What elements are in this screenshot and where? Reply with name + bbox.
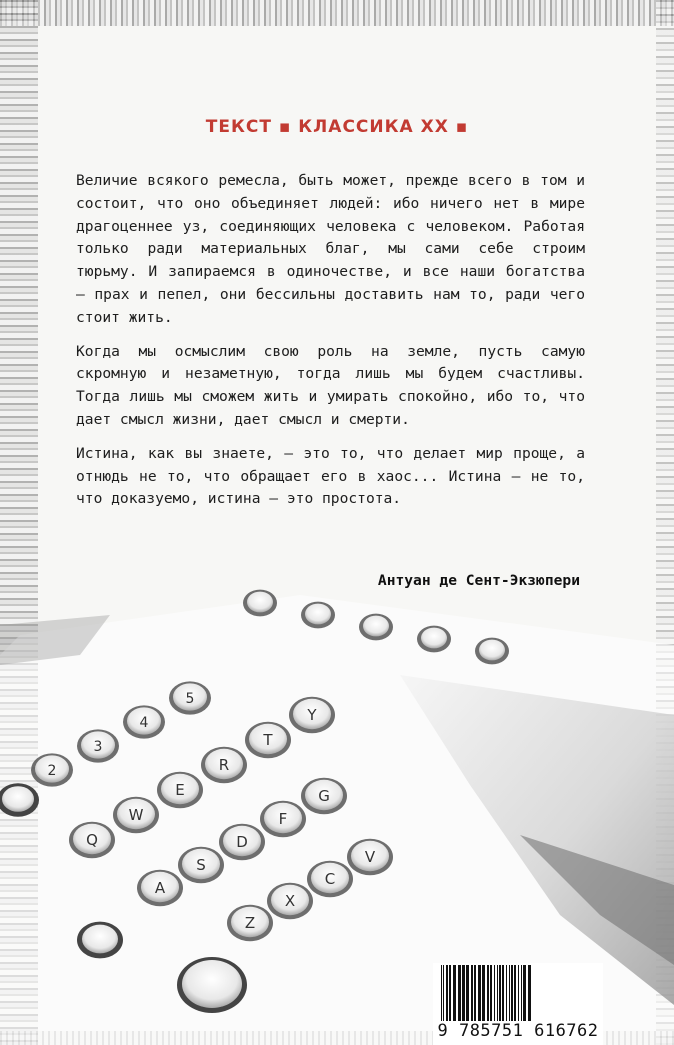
quote-paragraph-3: Истина, как вы знаете, – это то, что делает мир проще, а отнюдь не то, что обращает его в хаос... Истина — не то, что доказуемо, истина – это простота. [76, 444, 585, 508]
barcode-bar [453, 965, 456, 1021]
key-label: Q [86, 831, 98, 849]
typewriter-key [243, 590, 277, 617]
typewriter-key [267, 883, 313, 919]
key-label: D [236, 833, 248, 851]
typewriter-key [245, 722, 291, 758]
barcode-bar [458, 965, 461, 1021]
typewriter-key [417, 626, 451, 653]
quote-paragraph-2: Когда мы осмыслим свою роль на земле, пусть самую скромную и незаметную, тогда лишь мы будем счастливы. Тогда лишь мы сможем жить и умирать спокойно, ибо то, что дает смысл жизни, дает смысл и смерти. [76, 342, 585, 428]
series-title: ТЕКСТ ▪ КЛАССИКА XX ▪ [205, 117, 469, 137]
key-cap [479, 640, 505, 661]
barcode-bar [462, 965, 465, 1021]
typewriter-key [301, 778, 347, 814]
barcode-bar [443, 965, 444, 1021]
typewriter-key [347, 839, 393, 875]
isbn-number: 9 785751 616762 [437, 1021, 599, 1041]
key-label: G [318, 787, 330, 805]
barcode-bar [487, 965, 489, 1021]
barcode-bar [509, 965, 510, 1021]
key-label: C [324, 870, 336, 888]
barcode-bar [521, 965, 522, 1021]
typewriter-key [260, 801, 306, 837]
barcode-bar [506, 965, 507, 1021]
typewriter-key [219, 824, 265, 860]
typewriter-key [137, 870, 183, 906]
barcode [433, 963, 603, 1045]
barcode-bar [502, 965, 504, 1021]
barcode-bar [471, 965, 473, 1021]
key-label: S [196, 856, 206, 874]
key-cap [247, 592, 273, 613]
typewriter-key [113, 797, 159, 833]
typewriter-key [157, 772, 203, 808]
barcode-bar [441, 965, 442, 1021]
typewriter-key [475, 638, 509, 665]
typewriter-key [227, 905, 273, 941]
typewriter-key [178, 847, 224, 883]
barcode-bar [518, 965, 519, 1021]
key-label: 4 [139, 715, 149, 731]
key-label: 5 [185, 691, 195, 707]
barcode-bar [523, 965, 526, 1021]
key-label: A [154, 879, 166, 897]
barcode-bar [494, 965, 495, 1021]
key-label: T [263, 731, 273, 749]
key-label: X [284, 892, 296, 910]
barcode-bar [514, 965, 516, 1021]
barcode-bar [449, 965, 451, 1021]
key-cap [421, 628, 447, 649]
barcode-bar [446, 965, 448, 1021]
quote-paragraph-1: Величие всякого ремесла, быть может, прежде всего в том и состоит, что оно объединяет людей: ибо ничего нет в мире драгоценнее уз, соединяющих человека с человеком. Работая только ради материальных благ, мы сами себе строим тюрьму. И запираемся в одиночестве, и все наши богатства — прах и пепел, они бессильны доставить нам то, ради чего стоит жить. [76, 172, 585, 326]
key-label: 2 [47, 763, 57, 779]
barcode-bar [528, 965, 531, 1021]
key-cap [182, 960, 242, 1008]
barcode-bar [478, 965, 481, 1021]
barcode-bar [482, 965, 485, 1021]
barcode-bar [490, 965, 492, 1021]
key-label: Z [244, 914, 256, 932]
key-cap [305, 604, 331, 625]
barcode-bar [511, 965, 513, 1021]
quote-text [76, 170, 585, 522]
typewriter-key [31, 753, 73, 786]
key-cap [82, 925, 118, 954]
quote-author: Антуан де Сент-Экзюпери [377, 572, 580, 589]
key-cap [363, 616, 389, 637]
typewriter-key [123, 705, 165, 738]
typewriter-key [69, 822, 115, 858]
barcode-bar [497, 965, 498, 1021]
key-label: R [218, 756, 230, 774]
key-label: E [175, 781, 185, 799]
typewriter-key [301, 602, 335, 629]
key-label: F [278, 810, 288, 828]
typewriter-key [359, 614, 393, 641]
key-label: W [128, 806, 144, 824]
barcode-bars [439, 965, 597, 1023]
typewriter-key [201, 747, 247, 783]
typewriter-key [307, 861, 353, 897]
barcode-bar [466, 965, 469, 1021]
typewriter-key [289, 697, 335, 733]
key-label: 3 [93, 739, 103, 755]
key-label: V [364, 848, 376, 866]
barcode-bar [474, 965, 476, 1021]
key-cap [2, 786, 34, 812]
grunge-edge-top [0, 0, 674, 26]
typewriter-key [77, 729, 119, 762]
barcode-bar [499, 965, 501, 1021]
typewriter-key [169, 681, 211, 714]
key-label: Y [307, 706, 317, 724]
